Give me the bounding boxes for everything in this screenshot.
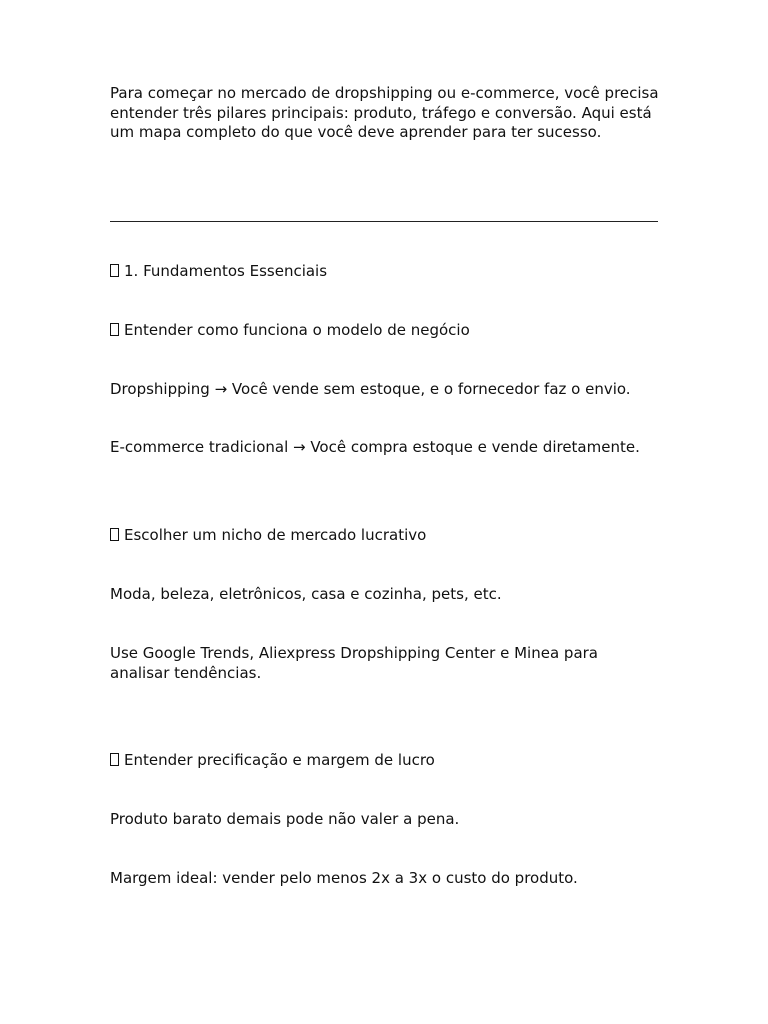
list-item-text: Margem ideal: vender pelo menos 2x a 3x o custo do produto. <box>110 869 578 887</box>
list-item <box>110 380 670 400</box>
list-item <box>110 585 670 605</box>
list-item-text: Dropshipping → Você vende sem estoque, e o fornecedor faz o envio. <box>110 380 631 398</box>
topic-heading: Escolher um nicho de mercado lucrativo <box>124 526 427 544</box>
list-item <box>110 644 630 683</box>
list-item <box>110 869 670 889</box>
missing-glyph-icon <box>110 264 119 277</box>
topic-heading: Entender precificação e margem de lucro <box>124 751 435 769</box>
list-item <box>110 438 670 458</box>
horizontal-divider <box>110 221 658 222</box>
missing-glyph-icon <box>110 528 119 541</box>
topic-heading-precificacao <box>110 751 670 771</box>
list-item-text: Produto barato demais pode não valer a pena. <box>110 810 460 828</box>
list-item-text: Use Google Trends, Aliexpress Dropshipping Center e Minea para analisar tendências. <box>110 644 598 682</box>
section-title: 1. Fundamentos Essenciais <box>124 262 328 280</box>
intro-paragraph: Para começar no mercado de dropshipping ou e-commerce, você precisa entender três pilares principais: produto, tráfego e conversão. Aqui está um mapa completo do que você deve aprender para ter sucesso. <box>110 84 659 141</box>
missing-glyph-icon <box>110 323 119 336</box>
list-item-text: E-commerce tradicional → Você compra estoque e vende diretamente. <box>110 438 640 456</box>
topic-heading-modelo-negocio <box>110 321 670 341</box>
list-item <box>110 810 670 830</box>
section-heading-fundamentos <box>110 262 670 282</box>
topic-heading-nicho <box>110 526 670 546</box>
missing-glyph-icon <box>110 753 119 766</box>
topic-heading: Entender como funciona o modelo de negócio <box>124 321 470 339</box>
list-item-text: Moda, beleza, eletrônicos, casa e cozinha, pets, etc. <box>110 585 502 603</box>
